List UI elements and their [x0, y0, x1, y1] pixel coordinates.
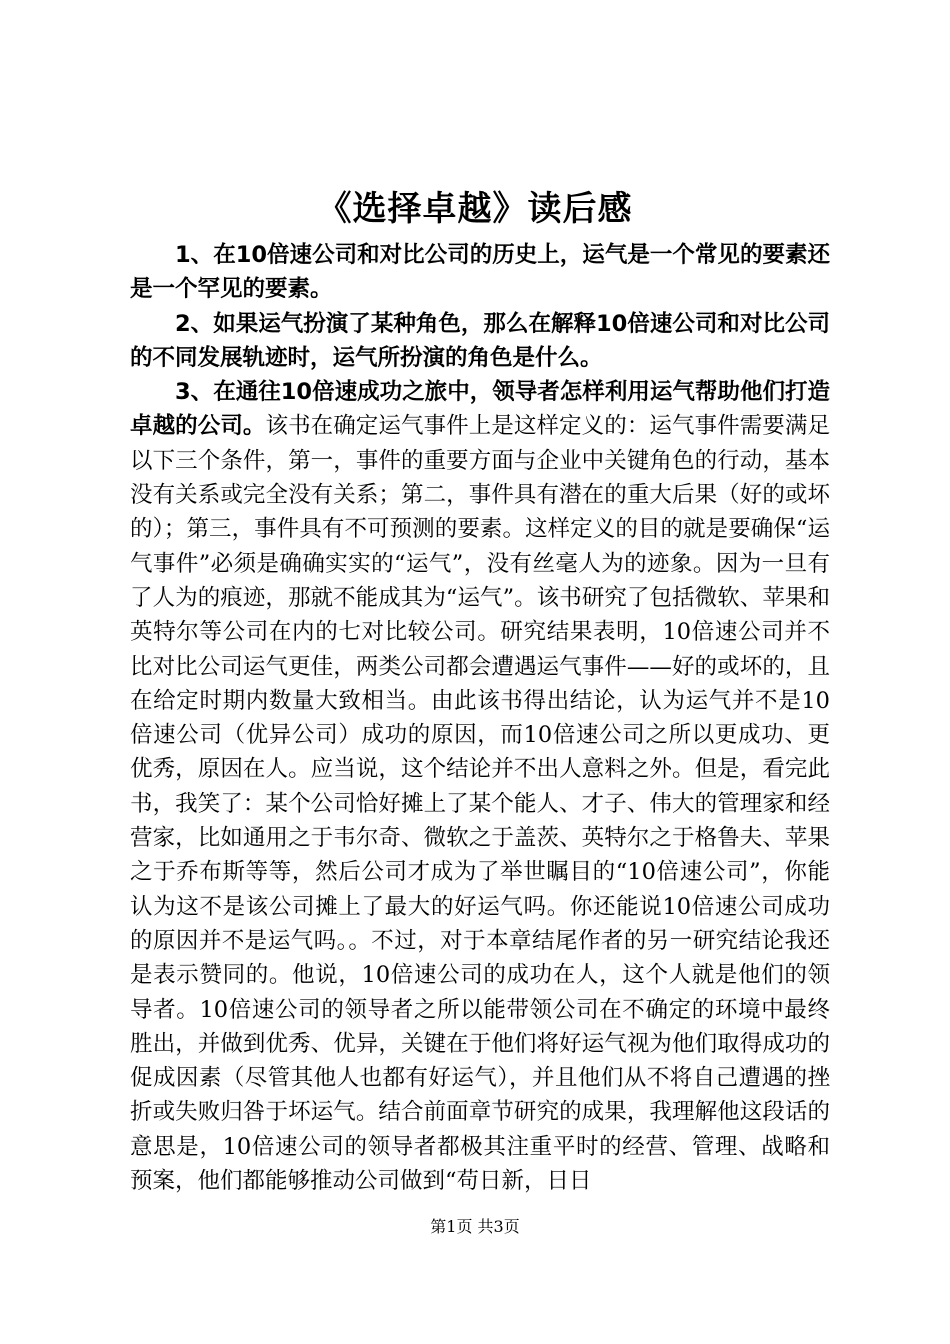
paragraph-3-bold-text: 3、在通往10倍速成功之旅中，领导者怎样利用运气帮助他们打造卓越的公司。 [130, 379, 830, 440]
paragraph-3-body-text: 该书在确定运气事件上是这样定义的：运气事件需要满足以下三个条件，第一，事件的重要方面与企业中关键角色的行动，基本没有关系或完全没有关系；第二，事件具有潜在的重大后果（好的或坏的）；第三，事件具有不可预测的要素。这样定义的目的就是要确保“运气事件”必须是确确实实的“运气”，没有丝毫人为的迹象。因为一旦有了人为的痕迹，那就不能成其为“运气”。该书研究了包括微软、苹果和英特尔等公司在内的七对比较公司。研究结果表明，10倍速公司并不比对比公司运气更佳，两类公司都会遭遇运气事件——好的或坏的，且在给定时期内数量大致相当。由此该书得出结论，认为运气并不是10倍速公司（优异公司）成功的原因，而10倍速公司之所以更成功、更优秀，原因在人。应当说，这个结论并不出人意料之外。但是，看完此书，我笑了：某个公司恰好摊上了某个能人、才子、伟大的管理家和经营家，比如通用之于韦尔奇、微软之于盖茨、英特尔之于格鲁夫、苹果之于乔布斯等等，然后公司才成为了举世瞩目的“10倍速公司”，你能认为这不是该公司摊上了最大的好运气吗。你还能说10倍速公司成功的原因并不是运气吗。。不过，对于本章结尾作者的另一研究结论我还是表示赞同的。他说，10倍速公司的成功在人，这个人就是他们的领导者。10倍速公司的领导者之所以能带领公司在不确定的环境中最终胜出，并做到优秀、优异，关键在于他们将好运气视为他们取得成功的促成因素（尽管其他人也都有好运气），并且他们从不将自己遭遇的挫折或失败归咎于坏运气。结合前面章节研究的成果，我理解他这段话的意思是，10倍速公司的领导者都极其注重平时的经营、管理、战略和预案，他们都能够推动公司做到“苟日新，日日 [130, 413, 830, 1195]
page-number-footer: 第1页 共3页 [430, 1217, 520, 1236]
document-title: 《选择卓越》读后感 [317, 189, 633, 229]
paragraph-3 [130, 375, 830, 1198]
paragraph-2-text: 2、如果运气扮演了某种角色，那么在解释10倍速公司和对比公司的不同发展轨迹时，运气所扮演的角色是什么。 [130, 310, 830, 371]
paragraph-1 [130, 238, 830, 307]
paragraph-2 [130, 307, 830, 376]
document-body [130, 238, 830, 1198]
paragraph-1-text: 1、在10倍速公司和对比公司的历史上，运气是一个常见的要素还是一个罕见的要素。 [130, 242, 830, 303]
